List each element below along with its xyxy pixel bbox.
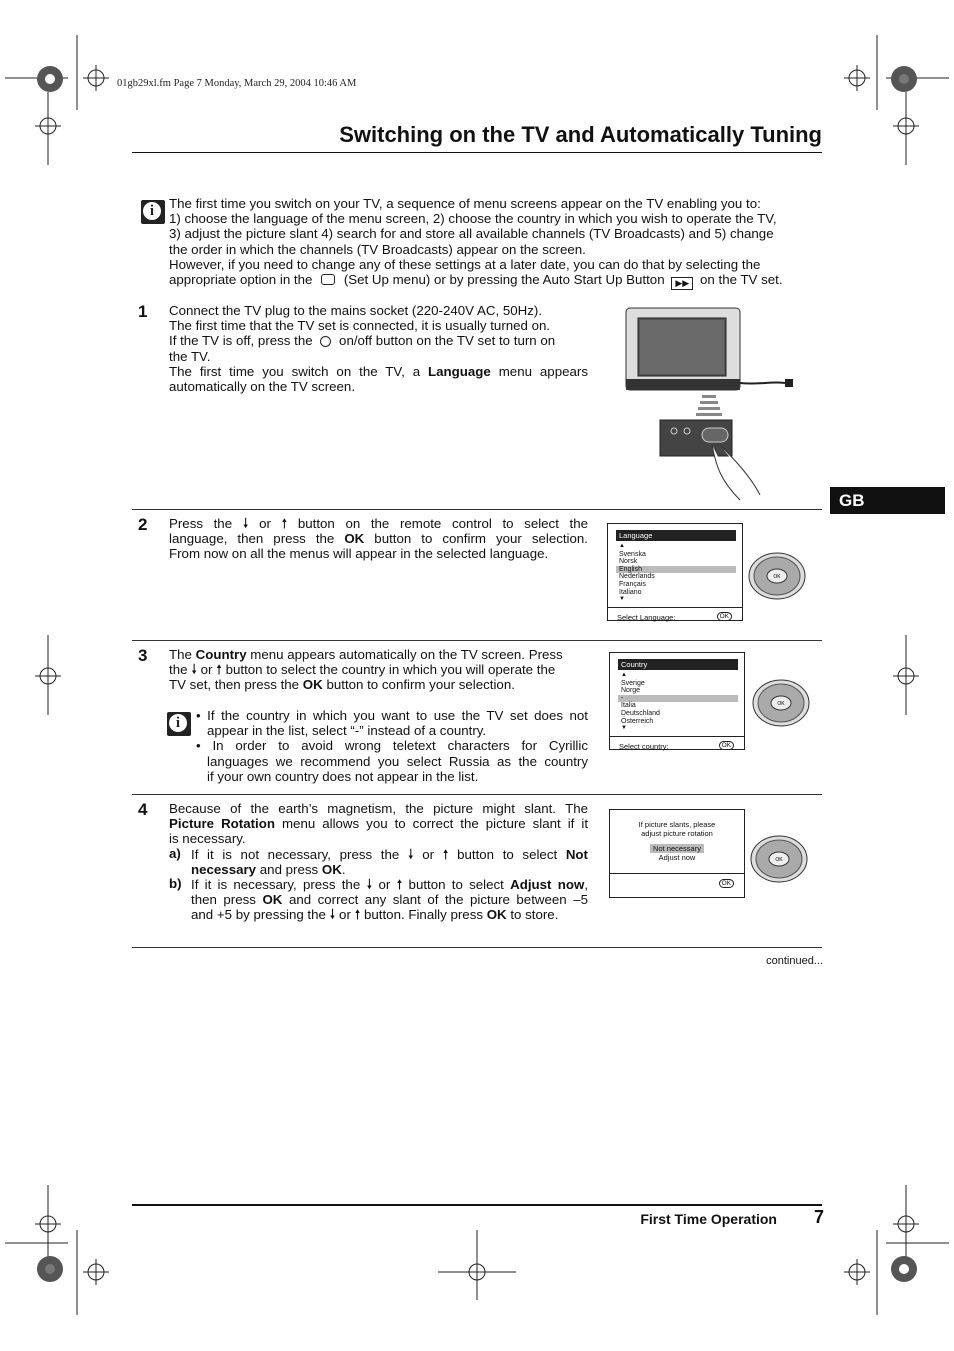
footer-section: First Time Operation: [640, 1211, 777, 1227]
info-icon: i: [141, 200, 165, 224]
ok-icon: OK: [719, 741, 734, 750]
step-1-divider: [132, 509, 822, 510]
page-number: 7: [813, 1207, 824, 1227]
step-3-text: The Country menu appears automatically on the TV screen. Press the 🠗 or 🠕 button to select the country in which you will operate the TV set, then press the OK button to confirm your selection.: [169, 647, 563, 693]
option-adjust-now: Adjust now: [658, 853, 696, 862]
step-4a-text: If it is not necessary, press the 🠗 or 🠕 button to select Not necessary and press OK.: [191, 847, 588, 878]
option-not-necessary: Not necessary: [650, 844, 704, 853]
down-arrow-icon: 🠗: [407, 847, 414, 862]
page-title: Switching on the TV and Automatically Tuning: [339, 122, 822, 147]
country-item: Österreich: [621, 717, 654, 725]
ok-button-label: OK: [773, 574, 781, 580]
step-4b-label: b): [169, 876, 182, 891]
step-2-divider: [132, 640, 822, 641]
down-arrow-icon: 🠗: [366, 877, 373, 892]
ok-icon: OK: [717, 612, 732, 621]
ok-button-label: OK: [777, 701, 785, 707]
language-item: Français: [619, 580, 646, 588]
language-menu-title: Language: [616, 530, 736, 541]
country-menu-footer: Select country:: [619, 741, 669, 751]
auto-start-up-icon: ▶▶: [671, 277, 693, 290]
up-arrow-icon: 🠕: [281, 516, 288, 531]
country-menu-title: Country: [618, 659, 738, 670]
scroll-up-icon: ▲: [621, 672, 627, 678]
step-4-text: Because of the earth’s magnetism, the picture might slant. The Picture Rotation menu allows you to correct the picture slant if it is necessary.: [169, 801, 589, 847]
up-arrow-icon: 🠕: [216, 662, 222, 678]
up-arrow-icon: 🠕: [396, 877, 403, 892]
step-4-number: 4: [138, 800, 148, 819]
scroll-down-icon: ▼: [619, 596, 625, 603]
step-4-divider: [132, 947, 822, 948]
footer-rule: [132, 1204, 822, 1206]
step-2-number: 2: [138, 515, 148, 534]
ok-button-label: OK: [775, 857, 783, 863]
file-header-meta: 01gb29xl.fm Page 7 Monday, March 29, 2004 10:46 AM: [117, 78, 357, 89]
remote-dpad-icon: [750, 834, 808, 884]
country-item-selected: -: [618, 695, 738, 703]
power-icon: [320, 336, 331, 347]
remote-dpad-icon: [748, 551, 806, 601]
remote-dpad-icon: [752, 678, 810, 728]
language-item: Norsk: [619, 558, 638, 566]
step-1-number: 1: [138, 302, 148, 321]
country-menu-screen: [609, 652, 745, 750]
step-3-notes: • If the country in which you want to use the TV set does not appear in the list, select “-” instead of a country. • In order to avoid wrong teletext characters for Cyrillic languages we recommend you select Russia as the country if your own country does not appear in the list.: [196, 708, 588, 784]
step-4a-label: a): [169, 846, 181, 861]
language-item-selected: English: [616, 566, 736, 574]
step-2-text: Press the 🠗 or 🠕 button on the remote control to select the language, then press the OK button to confirm your selection. From now on all the menus will appear in the selected language.: [169, 516, 589, 562]
up-arrow-icon: 🠕: [354, 907, 361, 923]
language-item: Svenska: [619, 550, 646, 558]
up-arrow-icon: 🠕: [442, 847, 449, 862]
continued-note: continued...: [766, 955, 823, 967]
down-arrow-icon: 🠗: [329, 907, 336, 923]
language-tab: GB: [830, 487, 945, 514]
setup-menu-icon: [321, 274, 335, 285]
ok-icon: OK: [719, 879, 734, 888]
country-item: Norge: [621, 687, 641, 695]
rotation-message: If picture slants, please adjust picture rotation: [638, 820, 716, 838]
step-1-text: Connect the TV plug to the mains socket (220-240V AC, 50Hz). The first time that the TV set is connected, it is usually turned on. If the TV is off, press the on/off button on the TV set to turn on the TV. The first time you switch on the TV, a Language menu appears automatically on the TV screen.: [169, 303, 588, 395]
scroll-up-icon: ▲: [619, 543, 625, 549]
language-menu-footer: Select Language:: [617, 612, 676, 622]
info-icon: i: [167, 712, 191, 736]
down-arrow-icon: 🠗: [242, 516, 249, 531]
step-3-number: 3: [138, 646, 148, 665]
country-item: Sverige: [621, 679, 645, 687]
picture-rotation-screen: [609, 809, 745, 898]
language-item: Italiano: [619, 588, 642, 596]
tv-illustration: [620, 305, 800, 505]
scroll-down-icon: ▼: [621, 725, 627, 732]
down-arrow-icon: 🠗: [191, 662, 197, 678]
language-item: Nederlands: [619, 573, 655, 581]
country-item: Italia: [621, 702, 636, 710]
step-3-divider: [132, 794, 822, 795]
step-4b-text: If it is necessary, press the 🠗 or 🠕 button to select Adjust now, then press OK and correct any slant of the picture between –5 and +5 by pressing the 🠗 or 🠕 button. Finally press OK to store.: [191, 877, 589, 923]
title-rule: [132, 152, 822, 153]
country-item: Deutschland: [621, 709, 660, 717]
language-menu-screen: [607, 523, 743, 621]
intro-text: The first time you switch on your TV, a sequence of menu screens appear on the TV enabling you to: 1) choose the language of the menu screen, 2) choose the country in which you wish to operate the TV, 3) adjust the picture slant 4) search for and store all available channels (TV Broadcasts) and 5) change the order in which the channels (TV Broadcasts) appear on the screen. However, if you need to change any of these settings at a later date, you can do that by selecting the appropriate option in the (Set Up menu) or by pressing the Auto Start Up Button ▶▶ on the TV set.: [169, 196, 783, 289]
